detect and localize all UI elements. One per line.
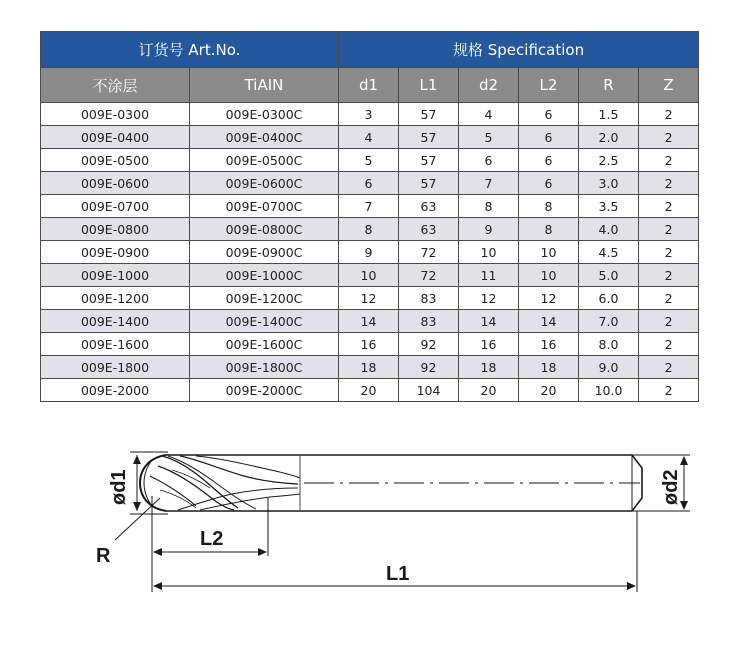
cell-uncoated-art-no: 009E-1800 (41, 356, 190, 379)
cell-z: 2 (639, 264, 699, 287)
cell-d2: 5 (459, 126, 519, 149)
cell-r: 3.5 (579, 195, 639, 218)
cell-uncoated-art-no: 009E-0600 (41, 172, 190, 195)
cell-d1: 20 (339, 379, 399, 402)
cell-d1: 10 (339, 264, 399, 287)
column-header-z: Z (639, 68, 699, 103)
cell-d2: 14 (459, 310, 519, 333)
cell-z: 2 (639, 172, 699, 195)
cell-tialn-art-no: 009E-0800C (190, 218, 339, 241)
column-header-d1: d1 (339, 68, 399, 103)
cell-tialn-art-no: 009E-2000C (190, 379, 339, 402)
table-row (41, 195, 699, 218)
radius-label: R (96, 545, 111, 567)
cell-d1: 7 (339, 195, 399, 218)
cell-z: 2 (639, 241, 699, 264)
cell-d2: 6 (459, 149, 519, 172)
cell-uncoated-art-no: 009E-2000 (41, 379, 190, 402)
cell-d2: 12 (459, 287, 519, 310)
cell-r: 2.0 (579, 126, 639, 149)
group-header-row (41, 32, 699, 68)
cell-tialn-art-no: 009E-1600C (190, 333, 339, 356)
d1-dimension-label: ød1 (108, 469, 130, 505)
cell-d2: 4 (459, 103, 519, 126)
cell-d1: 9 (339, 241, 399, 264)
cell-l1: 92 (399, 333, 459, 356)
table-row (41, 310, 699, 333)
cell-r: 8.0 (579, 333, 639, 356)
cell-l1: 63 (399, 218, 459, 241)
cell-d1: 12 (339, 287, 399, 310)
cell-tialn-art-no: 009E-0900C (190, 241, 339, 264)
table-row (41, 287, 699, 310)
cell-tialn-art-no: 009E-1800C (190, 356, 339, 379)
cell-d1: 18 (339, 356, 399, 379)
table-row (41, 126, 699, 149)
cell-z: 2 (639, 195, 699, 218)
cell-l1: 57 (399, 172, 459, 195)
cell-l1: 72 (399, 264, 459, 287)
cell-d1: 4 (339, 126, 399, 149)
cell-z: 2 (639, 379, 699, 402)
cell-d2: 20 (459, 379, 519, 402)
cell-uncoated-art-no: 009E-1000 (41, 264, 190, 287)
cell-uncoated-art-no: 009E-0300 (41, 103, 190, 126)
cell-uncoated-art-no: 009E-1200 (41, 287, 190, 310)
cell-uncoated-art-no: 009E-1400 (41, 310, 190, 333)
table-row (41, 264, 699, 287)
cell-l2: 10 (519, 241, 579, 264)
cell-l2: 20 (519, 379, 579, 402)
cell-z: 2 (639, 287, 699, 310)
column-header-r: R (579, 68, 639, 103)
cell-r: 9.0 (579, 356, 639, 379)
table-row (41, 218, 699, 241)
cell-d2: 8 (459, 195, 519, 218)
column-header-uncoated: 不涂层 (41, 68, 190, 103)
cell-l2: 18 (519, 356, 579, 379)
cell-l1: 63 (399, 195, 459, 218)
cell-uncoated-art-no: 009E-0500 (41, 149, 190, 172)
table-row (41, 333, 699, 356)
cell-d2: 11 (459, 264, 519, 287)
cell-d2: 9 (459, 218, 519, 241)
cell-tialn-art-no: 009E-1200C (190, 287, 339, 310)
cell-l1: 104 (399, 379, 459, 402)
cell-r: 4.0 (579, 218, 639, 241)
cell-l1: 72 (399, 241, 459, 264)
cell-d1: 5 (339, 149, 399, 172)
cell-d2: 18 (459, 356, 519, 379)
cell-d2: 16 (459, 333, 519, 356)
cell-z: 2 (639, 310, 699, 333)
cell-l2: 10 (519, 264, 579, 287)
art-no-header: 订货号 Art.No. (41, 32, 339, 68)
cell-d1: 6 (339, 172, 399, 195)
cell-uncoated-art-no: 009E-0400 (41, 126, 190, 149)
cell-l1: 92 (399, 356, 459, 379)
cell-l1: 83 (399, 310, 459, 333)
l1-dimension-label: L1 (386, 563, 410, 585)
cell-z: 2 (639, 149, 699, 172)
cell-l1: 57 (399, 149, 459, 172)
cell-r: 1.5 (579, 103, 639, 126)
cell-l2: 6 (519, 126, 579, 149)
l2-dimension-label: L2 (200, 528, 224, 550)
table-row (41, 149, 699, 172)
cell-d1: 8 (339, 218, 399, 241)
table-row (41, 172, 699, 195)
specification-header: 规格 Specification (339, 32, 699, 68)
cell-d1: 14 (339, 310, 399, 333)
cell-uncoated-art-no: 009E-1600 (41, 333, 190, 356)
d2-dimension-label: ød2 (660, 469, 682, 505)
cell-l2: 8 (519, 195, 579, 218)
table-row (41, 241, 699, 264)
table-body (41, 103, 699, 402)
cell-uncoated-art-no: 009E-0700 (41, 195, 190, 218)
cell-tialn-art-no: 009E-1400C (190, 310, 339, 333)
cell-tialn-art-no: 009E-1000C (190, 264, 339, 287)
cell-r: 10.0 (579, 379, 639, 402)
cell-z: 2 (639, 126, 699, 149)
column-header-d2: d2 (459, 68, 519, 103)
cell-l2: 8 (519, 218, 579, 241)
column-header-row (41, 68, 699, 103)
cell-r: 4.5 (579, 241, 639, 264)
cell-r: 3.0 (579, 172, 639, 195)
cell-l2: 6 (519, 149, 579, 172)
cell-z: 2 (639, 103, 699, 126)
cell-r: 6.0 (579, 287, 639, 310)
cell-z: 2 (639, 356, 699, 379)
cell-l1: 57 (399, 103, 459, 126)
cell-uncoated-art-no: 009E-0900 (41, 241, 190, 264)
cell-tialn-art-no: 009E-0400C (190, 126, 339, 149)
cell-l2: 6 (519, 172, 579, 195)
cell-r: 2.5 (579, 149, 639, 172)
end-mill-diagram (0, 430, 730, 650)
cell-tialn-art-no: 009E-0300C (190, 103, 339, 126)
cell-l2: 6 (519, 103, 579, 126)
cell-l2: 14 (519, 310, 579, 333)
cell-uncoated-art-no: 009E-0800 (41, 218, 190, 241)
cell-l1: 83 (399, 287, 459, 310)
table-row (41, 379, 699, 402)
table-row (41, 356, 699, 379)
cell-r: 5.0 (579, 264, 639, 287)
cell-tialn-art-no: 009E-0700C (190, 195, 339, 218)
cell-d1: 3 (339, 103, 399, 126)
cell-tialn-art-no: 009E-0500C (190, 149, 339, 172)
cell-l2: 12 (519, 287, 579, 310)
column-header-tialn: TiAIN (190, 68, 339, 103)
column-header-l2: L2 (519, 68, 579, 103)
cell-d2: 10 (459, 241, 519, 264)
specification-table (40, 31, 699, 402)
cell-r: 7.0 (579, 310, 639, 333)
column-header-l1: L1 (399, 68, 459, 103)
cell-l1: 57 (399, 126, 459, 149)
cell-d2: 7 (459, 172, 519, 195)
cell-l2: 16 (519, 333, 579, 356)
cell-z: 2 (639, 333, 699, 356)
cell-z: 2 (639, 218, 699, 241)
cell-d1: 16 (339, 333, 399, 356)
table-row (41, 103, 699, 126)
cell-tialn-art-no: 009E-0600C (190, 172, 339, 195)
